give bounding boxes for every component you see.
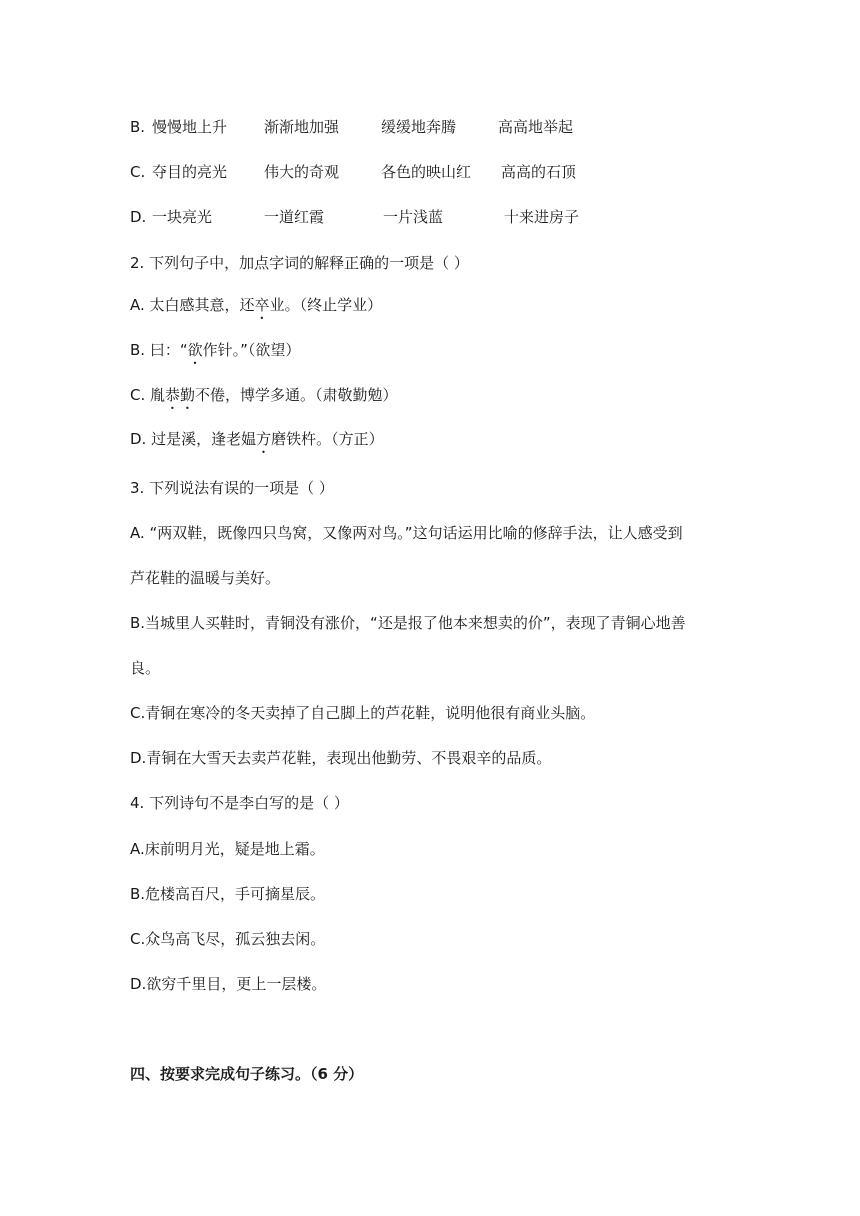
dotted-word: 卒 — [254, 296, 270, 314]
dotted-word: 方 — [256, 430, 272, 448]
q3-option-a-line2: 芦花鞋的温暖与美好。 — [130, 569, 281, 587]
option-text: B. 曰：“ — [130, 341, 188, 359]
option-item: 一片浅蓝 — [383, 208, 444, 226]
q2-option-a — [130, 294, 382, 323]
option-text: D. 过是溪，逢老媪 — [130, 430, 257, 448]
q4-option-d: D.欲穷千里目，更上一层楼。 — [130, 975, 327, 993]
q4-stem: 4. 下列诗句不是李白写的是（ ） — [130, 794, 349, 812]
option-item: 十来进房子 — [504, 208, 580, 226]
q3-option-b-line1: B.当城里人买鞋时，青铜没有涨价，“还是报了他本来想卖的价”，表现了青铜心地善 — [130, 614, 686, 632]
q2-stem: 2. 下列句子中，加点字词的解释正确的一项是（ ） — [130, 254, 469, 272]
q3-option-d: D.青铜在大雪天去卖芦花鞋，表现出他勤劳、不畏艰辛的品质。 — [130, 749, 552, 767]
q2-option-d — [130, 428, 384, 457]
option-item: 一块亮光 — [152, 208, 213, 226]
option-text: 业。（终止学业） — [269, 296, 383, 314]
dotted-word: 欲 — [187, 341, 203, 359]
option-letter: D. — [130, 208, 147, 226]
q4-option-c: C.众鸟高飞尽，孤云独去闲。 — [130, 930, 326, 948]
option-item: 夺目的亮光 — [152, 163, 228, 181]
option-text: 不倦，博学多通。（肃敬勤勉） — [195, 386, 398, 404]
q2-option-b — [130, 339, 300, 368]
option-item: 缓缓地奔腾 — [381, 118, 457, 136]
option-item: 伟大的奇观 — [264, 163, 340, 181]
option-item: 渐渐地加强 — [264, 118, 340, 136]
option-text: 磨铁杵。（方正） — [271, 430, 384, 448]
section-heading: 四、按要求完成句子练习。（6 分） — [130, 1065, 364, 1083]
q3-option-b-line2: 良。 — [130, 659, 161, 677]
q3-option-c: C.青铜在寒冷的冬天卖掉了自己脚上的芦花鞋，说明他很有商业头脑。 — [130, 704, 596, 722]
option-item: 一道红霞 — [264, 208, 325, 226]
option-letter: B. — [130, 118, 146, 136]
q4-option-a: A.床前明月光，疑是地上霜。 — [130, 840, 325, 858]
q3-stem: 3. 下列说法有误的一项是（ ） — [130, 479, 334, 497]
option-text: A. 太白感其意，还 — [130, 296, 255, 314]
option-item: 各色的映山红 — [381, 163, 472, 181]
option-text: C. 胤 — [130, 386, 166, 404]
option-item: 高高地举起 — [498, 118, 574, 136]
option-item: 高高的石顶 — [501, 163, 577, 181]
q3-option-a-line1: A. “两双鞋，既像四只鸟窝，又像两对鸟。”这句话运用比喻的修辞手法，让人感受到 — [130, 524, 683, 542]
q2-option-c — [130, 384, 398, 413]
option-text: 作针。”（欲望） — [202, 341, 301, 359]
q4-option-b: B.危楼高百尺，手可摘星辰。 — [130, 885, 326, 903]
dotted-word: 恭勤 — [165, 386, 196, 404]
option-letter: C. — [130, 163, 146, 181]
option-item: 慢慢地上升 — [152, 118, 228, 136]
